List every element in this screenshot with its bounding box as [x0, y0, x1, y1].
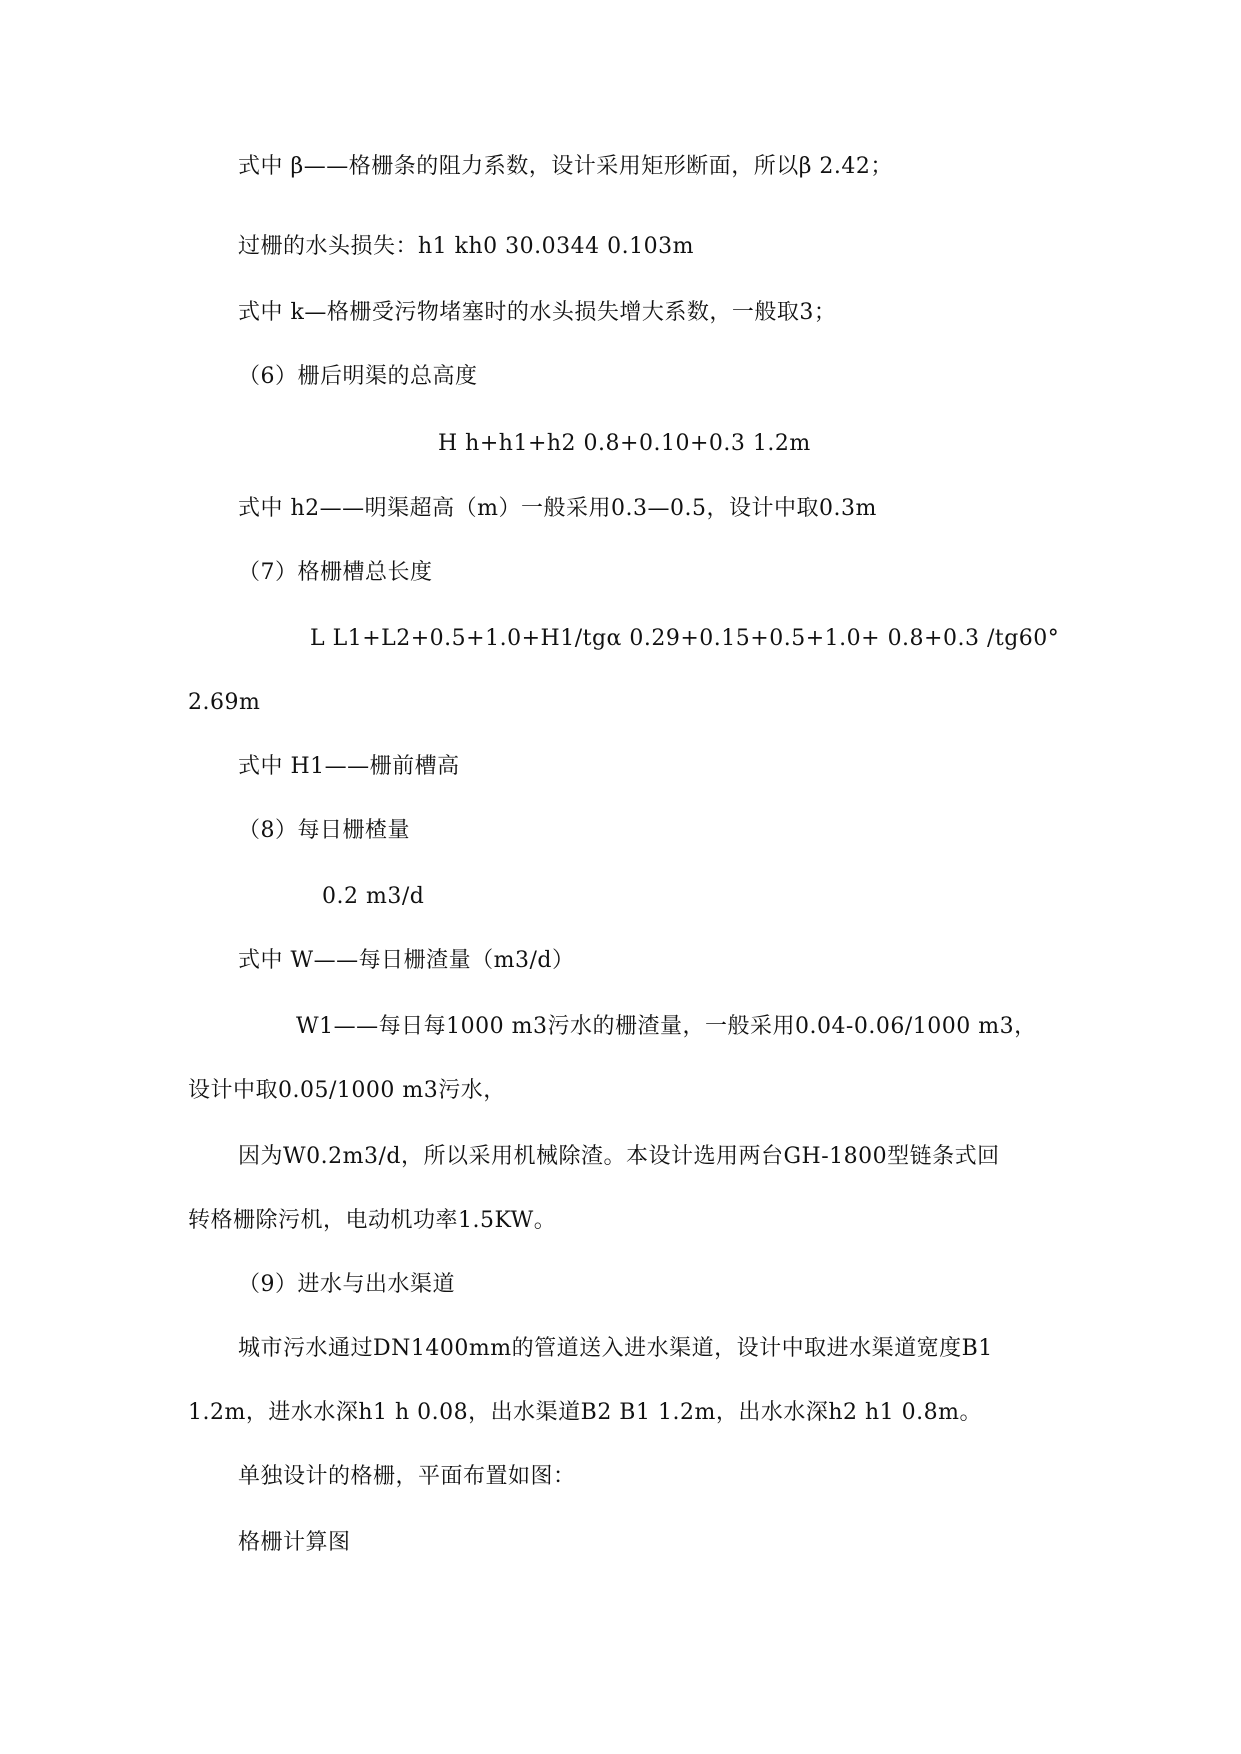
- text-line: 1.2m，进水水深h1 h 0.08，出水渠道B2 B1 1.2m，出水水深h2 h1 0.8m。: [188, 1400, 982, 1425]
- section-heading: （8）每日栅楂量: [238, 818, 410, 843]
- text-line: 式中 H1——栅前槽高: [238, 754, 460, 779]
- figure-caption: 格栅计算图: [238, 1530, 351, 1555]
- formula-line: L L1+L2+0.5+1.0+H1/tgα 0.29+0.15+0.5+1.0+ 0.8+0.3 /tg60°: [310, 626, 1060, 651]
- text-line: 单独设计的格栅，平面布置如图：: [238, 1464, 576, 1489]
- text-line: 过栅的水头损失：h1 kh0 30.0344 0.103m: [238, 234, 694, 259]
- text-line: 式中 W——每日栅渣量（m3/d）: [238, 948, 575, 973]
- formula-line: 0.2 m3/d: [322, 884, 425, 909]
- formula-line: H h+h1+h2 0.8+0.10+0.3 1.2m: [438, 431, 811, 456]
- text-line: 转格栅除污机，电动机功率1.5KW。: [188, 1208, 557, 1233]
- text-line: W1——每日每1000 m3污水的栅渣量，一般采用0.04-0.06/1000 m3，: [296, 1014, 1037, 1039]
- text-line: 式中 h2——明渠超高（m）一般采用0.3—0.5，设计中取0.3m: [238, 496, 877, 521]
- formula-continuation: 2.69m: [188, 690, 261, 715]
- text-line: 城市污水通过DN1400mm的管道送入进水渠道，设计中取进水渠道宽度B1: [238, 1336, 993, 1361]
- text-line: 设计中取0.05/1000 m3污水，: [188, 1078, 506, 1103]
- section-heading: （9）进水与出水渠道: [238, 1272, 455, 1297]
- text-line: 式中 β——格栅条的阻力系数，设计采用矩形断面，所以β 2.42；: [238, 154, 893, 179]
- section-heading: （7）格栅槽总长度: [238, 560, 433, 585]
- section-heading: （6）栅后明渠的总高度: [238, 364, 478, 389]
- text-line: 因为W0.2m3/d，所以采用机械除渣。本设计选用两台GH-1800型链条式回: [238, 1144, 1000, 1169]
- text-line: 式中 k—格栅受污物堵塞时的水头损失增大系数，一般取3；: [238, 300, 837, 325]
